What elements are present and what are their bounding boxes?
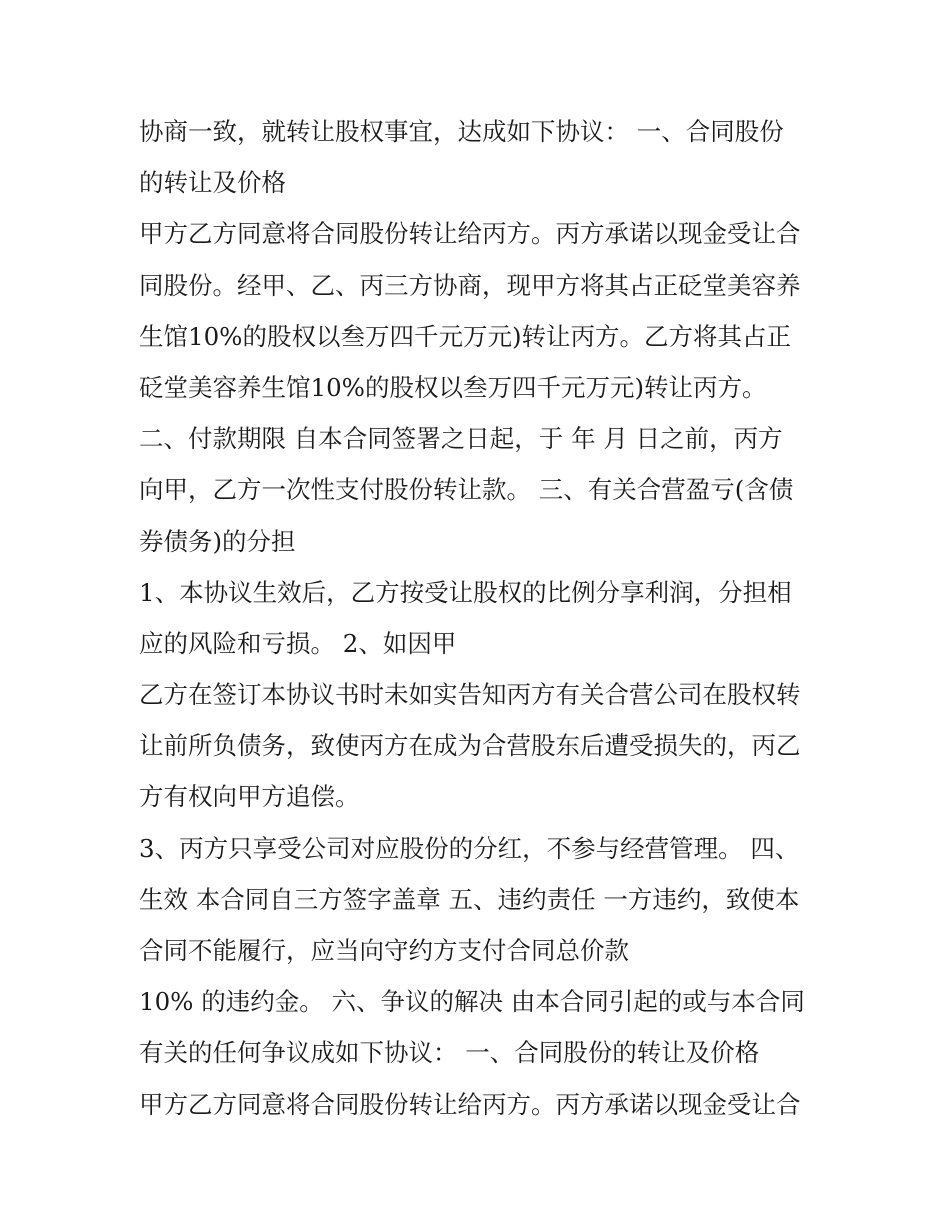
text-line: 向甲，乙方一次性支付股份转让款。 三、有关合营盈亏(含债 [139, 475, 794, 505]
text-line: 甲方乙方同意将合同股份转让给丙方。丙方承诺以现金受让合 [139, 1089, 801, 1119]
text-line: 合同不能履行，应当向守约方支付合同总价款 [139, 936, 629, 965]
text-line: 生馆10%的股权以叁万四千元万元)转让丙方。乙方将其占正 [139, 321, 792, 351]
text-line: 1、本协议生效后，乙方按受让股权的比例分享利润，分担相 [139, 577, 792, 607]
text-line: 协商一致，就转让股权事宜，达成如下协议： 一、合同股份 [139, 117, 784, 146]
text-line: 有关的任何争议成如下协议： 一、合同股份的转让及价格 [139, 1038, 760, 1068]
text-line: 3、丙方只享受公司对应股份的分红，不参与经营管理。 四、 [139, 833, 800, 863]
text-line: 券债务)的分担 [139, 526, 296, 556]
text-line: 方有权向甲方追偿。 [139, 782, 360, 812]
text-line: 10% 的违约金。 六、争议的解决 由本合同引起的或与本合同 [139, 987, 805, 1017]
text-line: 甲方乙方同意将合同股份转让给丙方。丙方承诺以现金受让合 [139, 219, 801, 249]
text-line: 生效 本合同自三方签字盖章 五、违约责任 一方违约，致使本 [139, 884, 800, 914]
contract-text [139, 106, 819, 1130]
text-line: 乙方在签订本协议书时未如实告知丙方有关合营公司在股权转 [139, 680, 801, 710]
text-line: 同股份。经甲、乙、丙三方协商，现甲方将其占正砭堂美容养 [139, 270, 801, 300]
text-line: 应的风险和亏损。 2、如因甲 [139, 628, 457, 658]
text-line: 二、付款期限 自本合同签署之日起，于 年 月 日之前，丙方 [139, 424, 783, 454]
text-line: 砭堂美容养生馆10%的股权以叁万四千元万元)转让丙方。 [139, 372, 767, 402]
text-line: 让前所负债务，致使丙方在成为合营股东后遭受损失的，丙乙 [139, 731, 801, 761]
text-line: 的转让及价格 [139, 168, 286, 198]
